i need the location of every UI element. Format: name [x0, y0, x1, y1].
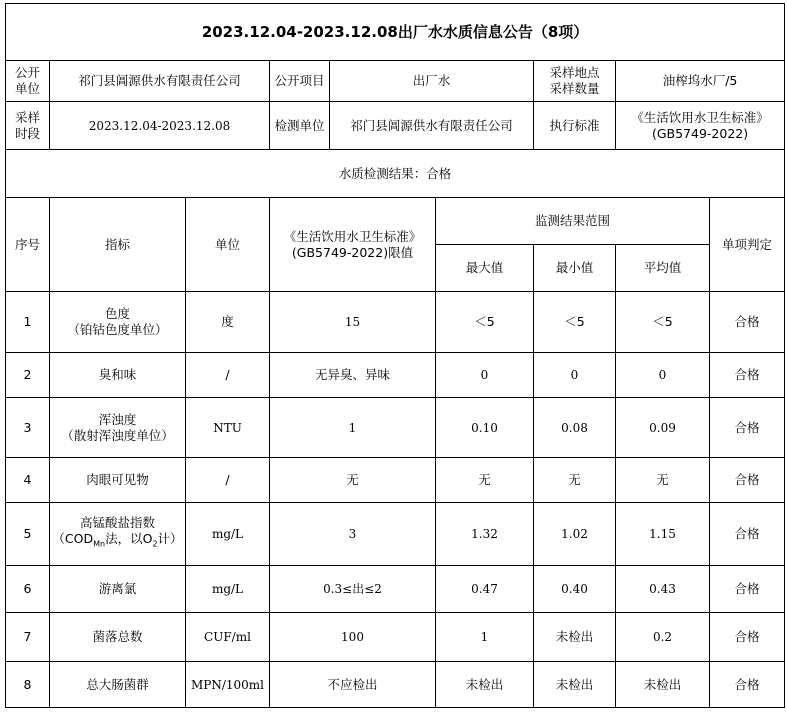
cell-judgement: 合格 [710, 398, 785, 458]
cell-seq: 1 [6, 292, 50, 353]
water-quality-table [5, 3, 785, 708]
cell-avg: 0 [616, 353, 710, 398]
table-row [6, 292, 785, 353]
page-title: 2023.12.04-2023.12.08出厂水水质信息公告（8项） [6, 4, 785, 61]
sampling-label: 采样地点 采样数量 [534, 61, 616, 102]
col-judgement: 单项判定 [710, 198, 785, 292]
testing-unit-value: 祁门县阊源供水有限责任公司 [330, 102, 534, 150]
public-item-value: 出厂水 [330, 61, 534, 102]
cell-limit: 100 [270, 613, 436, 662]
table-row [6, 353, 785, 398]
title-row [6, 4, 785, 61]
cell-judgement: 合格 [710, 613, 785, 662]
cell-seq: 4 [6, 458, 50, 503]
cell-judgement: 合格 [710, 503, 785, 566]
public-unit-label: 公开 单位 [6, 61, 50, 102]
cell-limit: 0.3≤出≤2 [270, 566, 436, 613]
cell-avg: 0.09 [616, 398, 710, 458]
cell-min: 未检出 [534, 613, 616, 662]
column-header-row-1 [6, 198, 785, 245]
col-seq: 序号 [6, 198, 50, 292]
cell-unit: mg/L [186, 503, 270, 566]
col-unit: 单位 [186, 198, 270, 292]
cell-seq: 8 [6, 662, 50, 708]
cell-seq: 6 [6, 566, 50, 613]
cell-limit: 无异臭、异味 [270, 353, 436, 398]
cell-min: 0 [534, 353, 616, 398]
col-range: 监测结果范围 [436, 198, 710, 245]
cell-max: 未检出 [436, 662, 534, 708]
cell-limit: 1 [270, 398, 436, 458]
cell-avg: 0.43 [616, 566, 710, 613]
testing-unit-label: 检测单位 [270, 102, 330, 150]
cell-unit: 度 [186, 292, 270, 353]
cell-max: 1 [436, 613, 534, 662]
header-row-2 [6, 102, 785, 150]
cell-unit: mg/L [186, 566, 270, 613]
cell-avg: ＜5 [616, 292, 710, 353]
cell-indicator: 菌落总数 [50, 613, 186, 662]
cell-min: ＜5 [534, 292, 616, 353]
cell-seq: 5 [6, 503, 50, 566]
cell-limit: 15 [270, 292, 436, 353]
table-row [6, 566, 785, 613]
cell-limit: 无 [270, 458, 436, 503]
col-max: 最大值 [436, 245, 534, 292]
cell-max: 0.10 [436, 398, 534, 458]
period-label: 采样 时段 [6, 102, 50, 150]
cell-indicator: 色度 （铂钴色度单位） [50, 292, 186, 353]
cell-judgement: 合格 [710, 662, 785, 708]
cell-judgement: 合格 [710, 292, 785, 353]
period-value: 2023.12.04-2023.12.08 [50, 102, 270, 150]
cell-unit: MPN/100ml [186, 662, 270, 708]
cell-min: 1.02 [534, 503, 616, 566]
cell-max: ＜5 [436, 292, 534, 353]
cell-avg: 1.15 [616, 503, 710, 566]
table-row [6, 613, 785, 662]
col-indicator: 指标 [50, 198, 186, 292]
col-min: 最小值 [534, 245, 616, 292]
cell-seq: 2 [6, 353, 50, 398]
cell-unit: NTU [186, 398, 270, 458]
col-limit: 《生活饮用水卫生标准》 (GB5749-2022)限值 [270, 198, 436, 292]
cell-min: 0.40 [534, 566, 616, 613]
cell-unit: CUF/ml [186, 613, 270, 662]
table-row [6, 458, 785, 503]
cell-indicator: 臭和味 [50, 353, 186, 398]
sampling-value: 油榨坞水厂/5 [616, 61, 785, 102]
cell-avg: 0.2 [616, 613, 710, 662]
cell-avg: 无 [616, 458, 710, 503]
cell-max: 无 [436, 458, 534, 503]
result-summary: 水质检测结果：合格 [6, 150, 785, 198]
col-avg: 平均值 [616, 245, 710, 292]
cell-indicator: 总大肠菌群 [50, 662, 186, 708]
table-row [6, 662, 785, 708]
cell-indicator: 浑浊度 （散射浑浊度单位） [50, 398, 186, 458]
cell-max: 0.47 [436, 566, 534, 613]
cell-limit: 不应检出 [270, 662, 436, 708]
cell-min: 无 [534, 458, 616, 503]
cell-avg: 未检出 [616, 662, 710, 708]
cell-judgement: 合格 [710, 566, 785, 613]
cell-min: 0.08 [534, 398, 616, 458]
cell-unit: / [186, 353, 270, 398]
cell-limit: 3 [270, 503, 436, 566]
table-row [6, 503, 785, 566]
public-unit-value: 祁门县阊源供水有限责任公司 [50, 61, 270, 102]
cell-seq: 7 [6, 613, 50, 662]
standard-value: 《生活饮用水卫生标准》 (GB5749-2022) [616, 102, 785, 150]
cell-min: 未检出 [534, 662, 616, 708]
cell-unit: / [186, 458, 270, 503]
header-row-1 [6, 61, 785, 102]
cell-indicator: 肉眼可见物 [50, 458, 186, 503]
public-item-label: 公开项目 [270, 61, 330, 102]
standard-label: 执行标准 [534, 102, 616, 150]
cell-indicator: 高锰酸盐指数 （$COD_{Mn}$法，以$O_2$计） [50, 503, 186, 566]
cell-judgement: 合格 [710, 458, 785, 503]
table-row [6, 398, 785, 458]
cell-max: 1.32 [436, 503, 534, 566]
cell-seq: 3 [6, 398, 50, 458]
cell-max: 0 [436, 353, 534, 398]
cell-indicator: 游离氯 [50, 566, 186, 613]
result-summary-row [6, 150, 785, 198]
cell-judgement: 合格 [710, 353, 785, 398]
